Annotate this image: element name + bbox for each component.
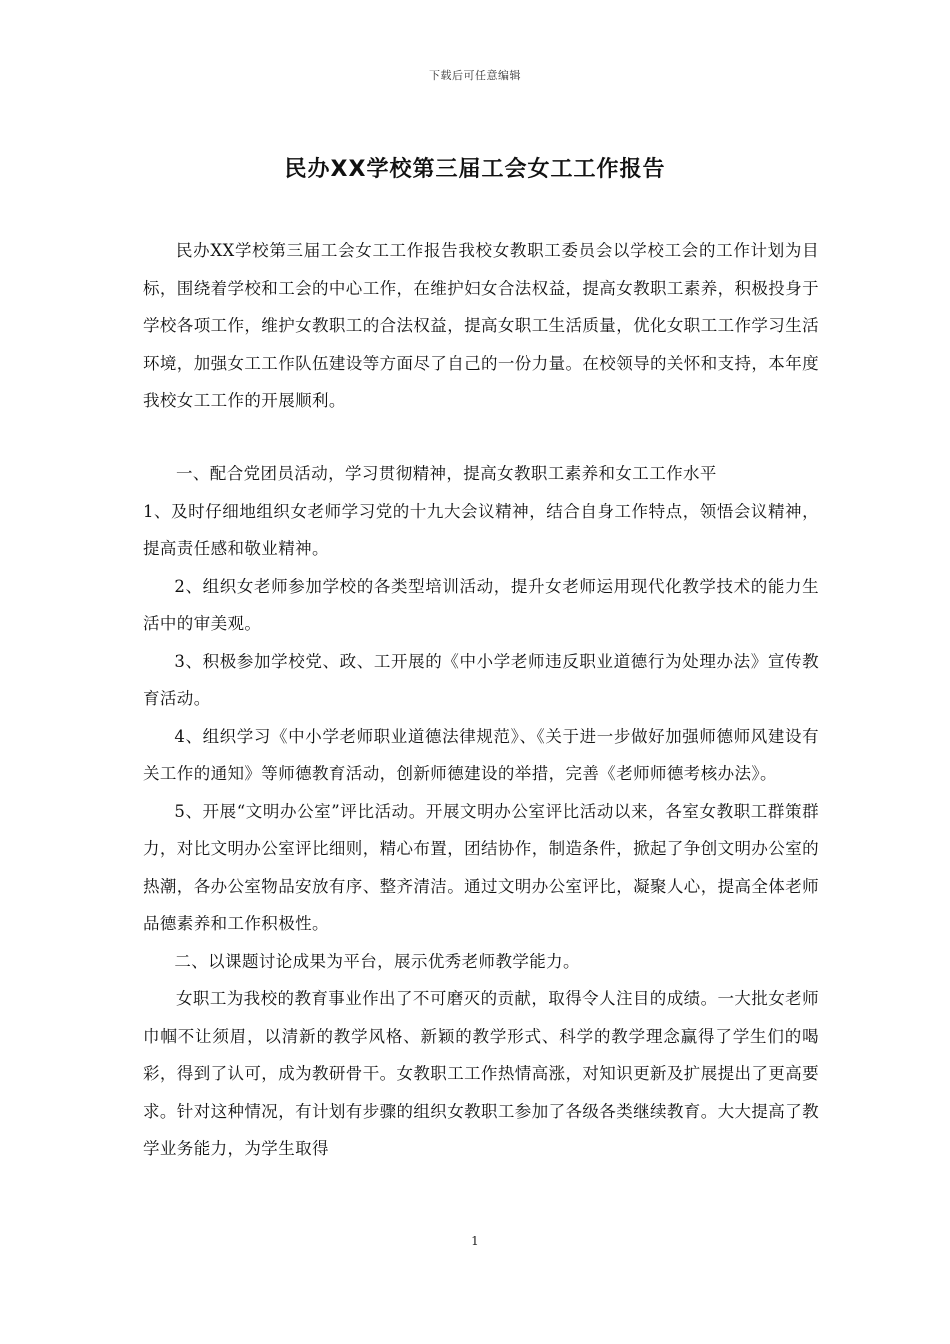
section-heading-two: 二、以课题讨论成果为平台，展示优秀老师教学能力。 [174,951,580,971]
paragraph-item-5: 5、开展“文明办公室”评比活动。开展文明办公室评比活动以来，各室女教职工群策群力，对比文明办公室评比细则，精心布置，团结协作，制造条件，掀起了争创文明办公室的热潮，各办公室物品安放有序、整齐清洁。通过文明办公室评比，凝聚人心，提高全体老师品德素养和工作积极性。 [143,801,819,933]
header-note: 下载后可任意编辑 [429,69,521,82]
section-heading-one: 一、配合党团员活动，学习贯彻精神，提高女教职工素养和女工工作水平 [176,464,717,483]
main-block [143,455,819,1168]
paragraph-item-3: 3、积极参加学校党、政、工开展的《中小学老师违反职业道德行为处理办法》宣传教育活动。 [143,651,819,708]
document-title: 民办XX学校第三届工会女工工作报告 [284,157,666,182]
intro-block [143,232,819,420]
paragraph-section-two: 女职工为我校的教育事业作出了不可磨灭的贡献，取得令人注目的成绩。一大批女老师巾帼不让须眉，以清新的教学风格、新颖的教学形式、科学的教学理念赢得了学生们的喝彩，得到了认可，成为教研骨干。女教职工工作热情高涨，对知识更新及扩展提出了更高要求。针对这种情况，有计划有步骤的组织女教职工参加了各级各类继续教育。大大提高了教学业务能力，为学生取得 [143,989,819,1158]
page-number: 1 [471,1234,479,1248]
paragraph-item-2: 2、组织女老师参加学校的各类型培训活动，提升女老师运用现代化教学技术的能力生活中的审美观。 [143,576,819,633]
paragraph-item-4: 4、组织学习《中小学老师职业道德法律规范》、《关于进一步做好加强师德师风建设有关工作的通知》等师德教育活动，创新师德建设的举措，完善《老师师德考核办法》。 [143,726,819,783]
paragraph-item-1: 1、及时仔细地组织女老师学习党的十九大会议精神，结合自身工作特点，领悟会议精神，提高责任感和敬业精神。 [143,501,819,558]
intro-paragraph: 民办XX学校第三届工会女工工作报告我校女教职工委员会以学校工会的工作计划为目标，围绕着学校和工会的中心工作，在维护妇女合法权益，提高女教职工素养，积极投身于学校各项工作，维护女教职工的合法权益，提高女职工生活质量，优化女职工工作学习生活环境，加强女工工作队伍建设等方面尽了自己的一份力量。在校领导的关怀和支持，本年度我校女工工作的开展顺利。 [143,241,819,410]
